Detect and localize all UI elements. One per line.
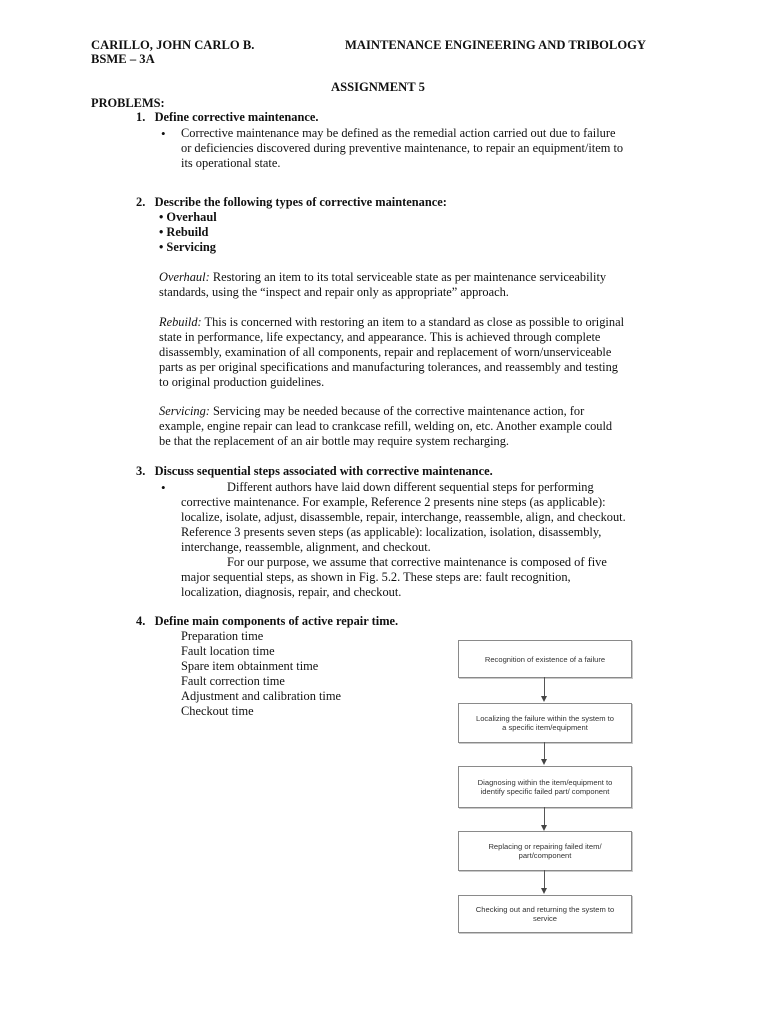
text-line: its operational state. <box>181 156 281 170</box>
rebuild-label: Rebuild: <box>159 315 202 329</box>
text-line: major sequential steps, as shown in Fig. 5.2. These steps are: fault recognition, <box>181 570 571 584</box>
flowchart-connector <box>544 807 545 826</box>
text-line: or deficiencies discovered during preventive maintenance, to repair an equipment/item to <box>181 141 624 155</box>
text-line: example, engine repair can lead to crankcase refill, welding on, etc. Another example could <box>159 419 613 433</box>
q3-paragraph-2 <box>181 555 607 600</box>
q4-components-list <box>181 629 341 719</box>
q2-title: 2. Describe the following types of corrective maintenance: <box>136 195 447 209</box>
text-line: Restoring an item to its total serviceable state as per maintenance serviceability <box>212 270 607 284</box>
text-line: parts as per original specifications and manufacturing tolerances, and reassembly and testing <box>159 360 618 374</box>
text-line: Servicing may be needed because of the corrective maintenance action, for <box>213 404 585 418</box>
flowchart-connector <box>544 677 545 697</box>
flowchart-connector <box>544 742 545 760</box>
text-line: Reference 3 presents seven steps (as applicable): localization, isolation, disassembly, <box>181 525 602 539</box>
q3-title: 3. Discuss sequential steps associated with corrective maintenance. <box>136 464 493 478</box>
q2-item-servicing: • Servicing <box>159 240 216 254</box>
text-line: localization, diagnosis, repair, and checkout. <box>181 585 402 599</box>
list-item: Spare item obtainment time <box>181 659 319 673</box>
student-name: CARILLO, JOHN CARLO B. <box>91 38 255 52</box>
servicing-paragraph <box>159 404 612 449</box>
text-line: localize, isolate, adjust, disassemble, repair, interchange, reassemble, align, and checkout. <box>181 510 626 524</box>
rebuild-paragraph <box>159 315 624 390</box>
text-line: For our purpose, we assume that corrective maintenance is composed of five <box>227 555 607 569</box>
text-line: to original production guidelines. <box>159 375 325 389</box>
q1-answer <box>181 126 623 171</box>
course-title: MAINTENANCE ENGINEERING AND TRIBOLOGY <box>345 38 647 52</box>
overhaul-label: Overhaul: <box>159 270 210 284</box>
bullet-icon: • <box>161 480 166 495</box>
text-line: be that the replacement of an air bottle may require system recharging. <box>159 434 510 448</box>
text-line: state in performance, life expectancy, and appearance. This is achieved through complete <box>159 330 601 344</box>
assignment-title: ASSIGNMENT 5 <box>331 80 425 94</box>
flowchart-step: Localizing the failure within the system to a specific item/equipment <box>458 703 632 743</box>
q1-title: 1. Define corrective maintenance. <box>136 110 319 124</box>
q4-title: 4. Define main components of active repair time. <box>136 614 399 628</box>
problems-heading: PROBLEMS: <box>91 96 165 110</box>
arrow-down-icon <box>541 759 547 765</box>
flowchart-step: Replacing or repairing failed item/ part/component <box>458 831 632 871</box>
flowchart-step: Checking out and returning the system to service <box>458 895 632 933</box>
flowchart-step: Recognition of existence of a failure <box>458 640 632 678</box>
student-section: BSME – 3A <box>91 52 155 66</box>
q3-paragraph-1 <box>181 480 626 555</box>
text-line: standards, using the “inspect and repair only as appropriate” approach. <box>159 285 509 299</box>
list-item: Fault location time <box>181 644 275 658</box>
text-line: Corrective maintenance may be defined as the remedial action carried out due to failure <box>181 126 616 140</box>
text-line: corrective maintenance. For example, Reference 2 presents nine steps (as applicable): <box>181 495 606 509</box>
text-line: interchange, reassemble, alignment, and checkout. <box>181 540 431 554</box>
text-line: This is concerned with restoring an item to a standard as close as possible to original <box>204 315 625 329</box>
list-item: Fault correction time <box>181 674 285 688</box>
servicing-label: Servicing: <box>159 404 210 418</box>
flowchart-connector <box>544 870 545 889</box>
arrow-down-icon <box>541 696 547 702</box>
overhaul-paragraph <box>159 270 606 300</box>
bullet-icon: • <box>161 126 166 141</box>
text-line: disassembly, examination of all components, repair and replacement of worn/unserviceable <box>159 345 612 359</box>
q2-item-overhaul: • Overhaul <box>159 210 217 224</box>
text-line: Different authors have laid down different sequential steps for performing <box>227 480 594 494</box>
flowchart-step: Diagnosing within the item/equipment to identify specific failed part/ component <box>458 766 632 808</box>
q2-item-rebuild: • Rebuild <box>159 225 209 239</box>
list-item: Adjustment and calibration time <box>181 689 342 703</box>
arrow-down-icon <box>541 888 547 894</box>
list-item: Preparation time <box>181 629 264 643</box>
list-item: Checkout time <box>181 704 254 718</box>
